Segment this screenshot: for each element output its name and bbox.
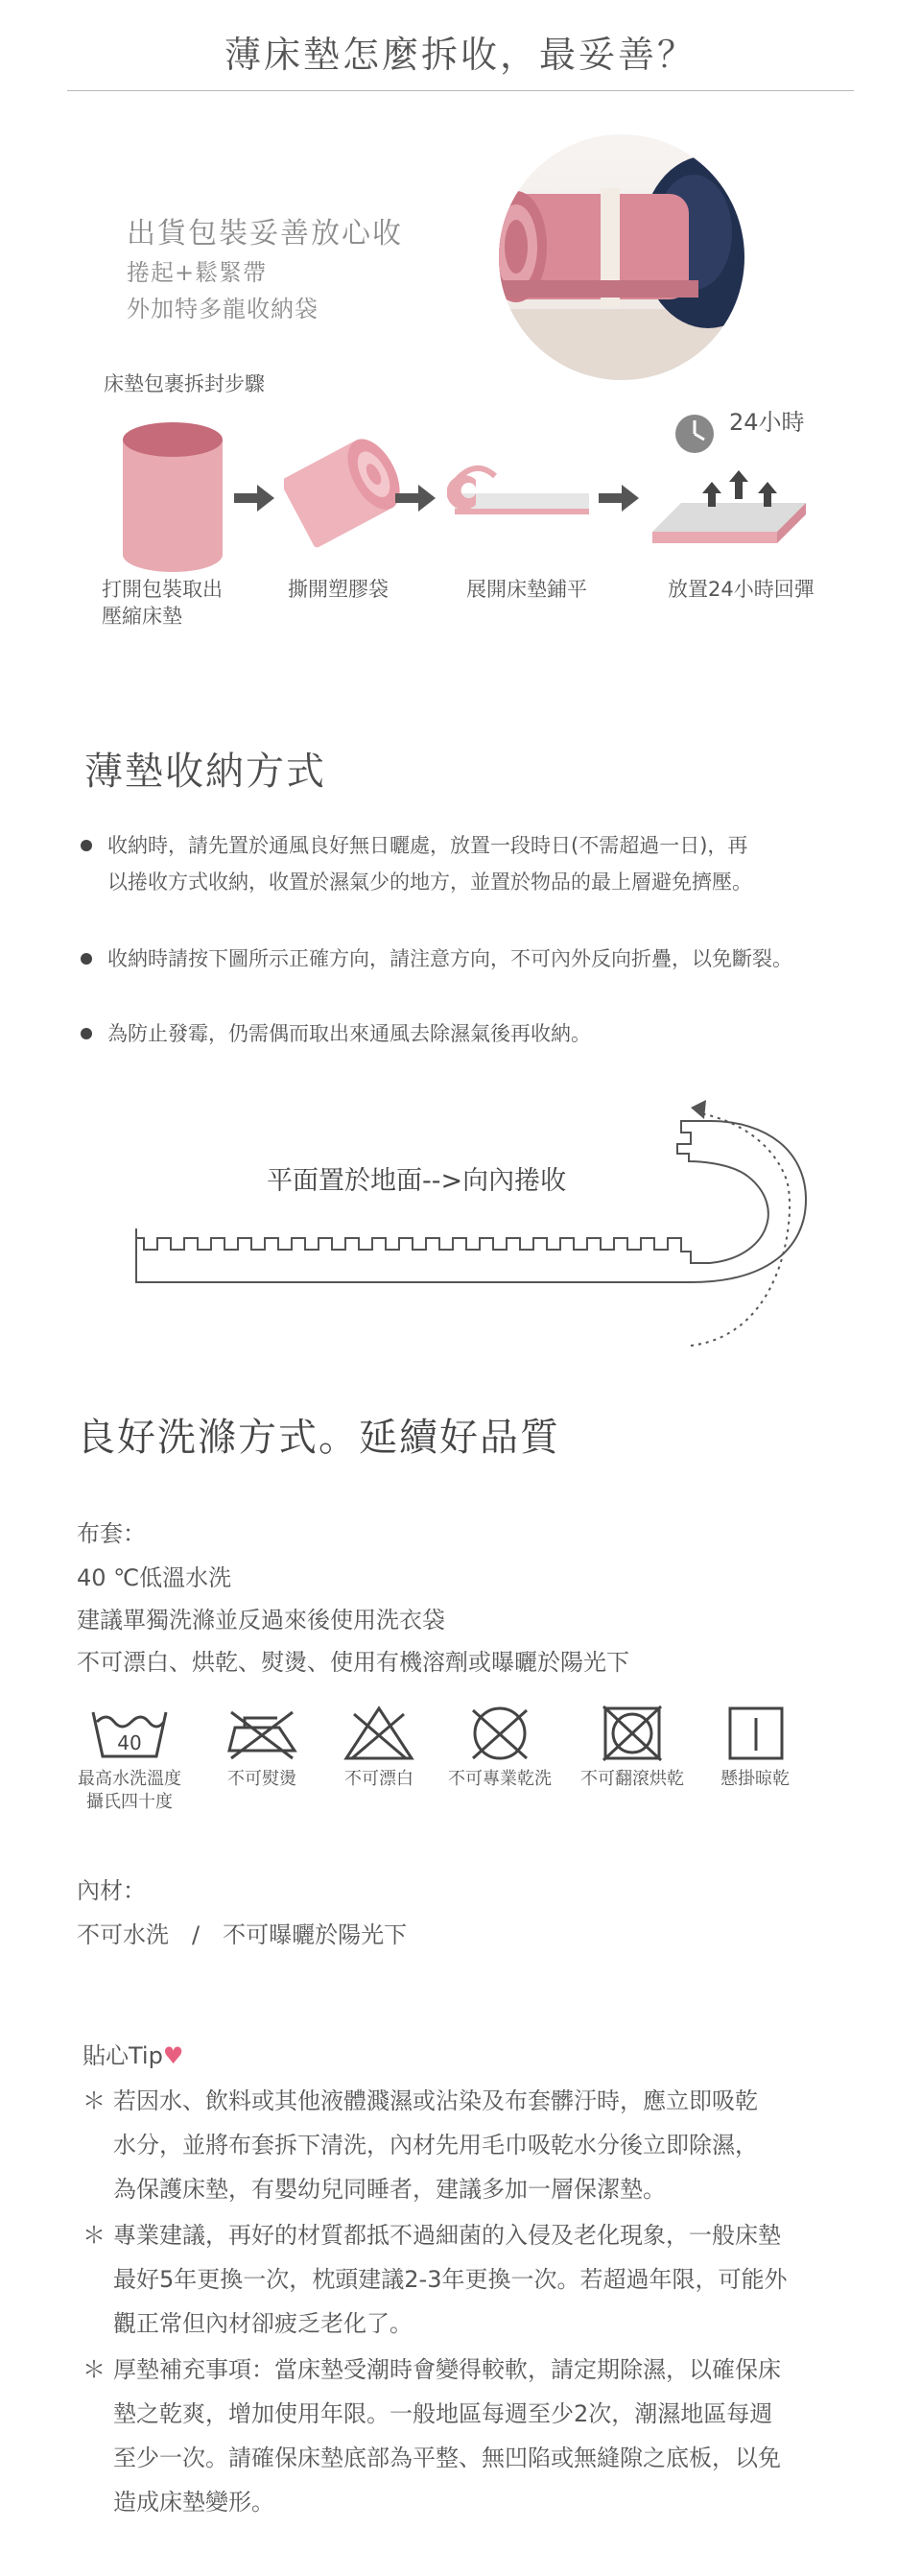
storage-bullet-2: 收納時請按下圖所示正確方向，請注意方向，不可內外反向折疊，以免斷裂。 (81, 941, 867, 977)
step-label-4: 放置24小時回彈 (668, 578, 815, 601)
rolling-direction-diagram (115, 1094, 844, 1372)
care-no-tumble-dry: 不可翻滾烘乾 (570, 1705, 695, 1791)
care-wash-40: 40 最高水洗溫度 攝氏四十度 (67, 1705, 192, 1814)
step-label-1: 打開包裝取出 壓縮床墊 (102, 578, 223, 628)
bullet-dot-icon (81, 1028, 92, 1039)
asterisk-icon: ＊ (83, 2222, 106, 2249)
inner-line: 不可水洗 / 不可曝曬於陽光下 (77, 1921, 408, 1948)
packaging-heading: 出貨包裝妥善放心收 (127, 217, 403, 250)
inner-label: 內材： (77, 1877, 146, 1904)
page-title: 薄床墊怎麼拆收，最妥善？ (224, 34, 697, 76)
tip-title: 貼心Tip♥ (83, 2042, 184, 2069)
asterisk-icon: ＊ (83, 2087, 106, 2114)
step-label-3: 展開床墊鋪平 (466, 578, 587, 601)
arrow-right-icon (234, 485, 274, 512)
cover-line-3: 不可漂白、烘乾、熨燙、使用有機溶劑或曝曬於陽光下 (77, 1649, 629, 1676)
rolled-mattress-photo (478, 127, 766, 388)
rise-icon (643, 413, 815, 576)
wash-40-icon (89, 1705, 170, 1762)
no-iron-icon (222, 1705, 302, 1762)
heart-icon: ♥ (162, 2042, 184, 2069)
care-no-bleach: 不可漂白 (317, 1705, 441, 1791)
svg-text:40: 40 (117, 1731, 142, 1754)
arrow-right-icon (395, 485, 436, 512)
bullet-dot-icon (81, 953, 92, 965)
asterisk-icon: ＊ (83, 2356, 106, 2383)
care-no-iron: 不可熨燙 (200, 1705, 324, 1791)
storage-bullet-1: 收納時，請先置於通風良好無日曬處，放置一段時日(不需超過一日)，再 以捲收方式收納，收置於濕氣少的地方，並置於物品的最上層避免擠壓。 (81, 827, 867, 900)
packaging-line-2: 外加特多龍收納袋 (127, 296, 319, 322)
tip-item-2: ＊ 專業建議，再好的材質都抵不過細菌的入侵及老化現象，一般床墊 最好5年更換一次，枕頭建議2-3年更換一次。若超過年限，可能外 觀正常但內材卻疲乏老化了。 (83, 2213, 850, 2346)
packaging-line-1: 捲起+鬆緊帶 (127, 259, 268, 286)
no-bleach-icon (339, 1705, 419, 1762)
steps-heading: 床墊包裹拆封步驟 (104, 372, 265, 395)
no-tumble-dry-icon (592, 1705, 673, 1762)
roll-icon (284, 413, 409, 576)
unroll-icon (447, 413, 591, 576)
cylinder-icon (115, 413, 230, 576)
washing-title: 良好洗滌方式。延續好品質 (77, 1416, 560, 1460)
title-divider (67, 90, 854, 91)
arrow-right-icon (599, 485, 639, 512)
clock-label: 24小時 (729, 409, 805, 436)
hang-dry-icon (715, 1705, 795, 1762)
care-hang-dry: 懸掛晾乾 (693, 1705, 817, 1791)
diagram-caption: 平面置於地面-->向內捲收 (267, 1166, 567, 1196)
cover-line-2: 建議單獨洗滌並反過來後使用洗衣袋 (77, 1607, 445, 1634)
storage-title: 薄墊收納方式 (84, 750, 326, 794)
step-label-2: 撕開塑膠袋 (288, 578, 389, 601)
care-no-dry-clean: 不可專業乾洗 (437, 1705, 562, 1791)
no-dry-clean-icon (460, 1705, 540, 1762)
bullet-dot-icon (81, 840, 92, 851)
clock-icon (673, 413, 716, 455)
tip-item-1: ＊ 若因水、飲料或其他液體濺濕或沾染及布套髒汙時，應立即吸乾 水分，並將布套拆下清洗，內材先用毛巾吸乾水分後立即除濕， 為保護床墊，有嬰幼兒同睡者，建議多加一層保潔墊。 (83, 2079, 850, 2211)
cover-label: 布套： (77, 1520, 146, 1547)
tip-item-3: ＊ 厚墊補充事項：當床墊受潮時會變得較軟，請定期除濕，以確保床 墊之乾爽，增加使用年限。一般地區每週至少2次，潮濕地區每週 至少一次。請確保床墊底部為平整、無凹陷或無縫隙之底板，以免 造成床墊變形。 (83, 2348, 850, 2524)
storage-bullet-3: 為防止發霉，仍需偶而取出來通風去除濕氣後再收納。 (81, 1015, 867, 1052)
cover-line-1: 40 ℃低溫水洗 (77, 1564, 232, 1591)
